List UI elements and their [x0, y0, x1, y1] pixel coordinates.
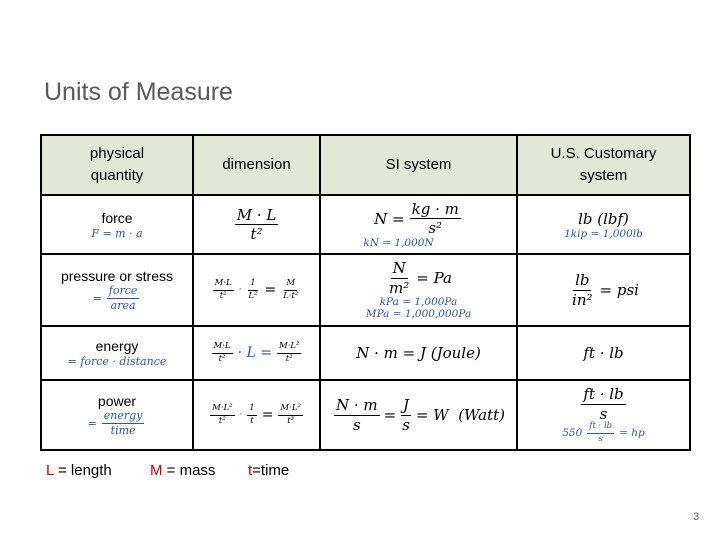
si-cell: $\frac{N}{\text{m²}}$ = Pa kPa = 1,000Pa MPa = 1,000,000Pa	[321, 255, 516, 325]
legend-mass: M = mass	[150, 462, 216, 479]
si-cell: $\frac{N \cdot m}{s}$ = $\frac{J}{s}$ = W (Watt)	[321, 381, 516, 449]
us-cell: lb (lbf) 1kip = 1,000lb	[518, 196, 689, 253]
units-table	[40, 134, 691, 451]
table-row	[42, 327, 689, 379]
legend-time: t=time	[248, 462, 290, 479]
header-physical-quantity: physical quantity	[42, 136, 192, 194]
dimension-cell: $\frac{M\cdot L}{\text{t²}}$ · $\frac{1}{\text{L²}}$ = $\frac{M}{\text{L·t²}}$	[194, 255, 319, 325]
us-cell: ft · lb	[518, 327, 689, 379]
quantity-cell: force F = m · a	[42, 196, 192, 253]
legend-length: L = length	[46, 462, 112, 479]
us-cell: $\frac{lb}{\text{in²}}$ = psi	[518, 255, 689, 325]
us-cell: $\frac{ft \cdot lb}{s}$ 550 $\frac{ft \cdot lb}{s}$ = hp	[518, 381, 689, 449]
table-row	[42, 255, 689, 325]
dimension-cell: $\frac{M\cdot L}{\text{t²}}$ · L = $\frac{\text{M·L²}}{\text{t²}}$	[194, 327, 319, 379]
header-dimension: dimension	[194, 136, 319, 194]
header-us-customary: U.S. Customary system	[518, 136, 689, 194]
quantity-cell: energy = force · distance	[42, 327, 192, 379]
dimension-cell: $\frac{\text{M·L²}}{\text{t²}}$ · $\frac{1}{t}$ = $\frac{\text{M·L²}}{\text{t³}}$	[194, 381, 319, 449]
header-si-system: SI system	[321, 136, 516, 194]
slide-title: Units of Measure	[44, 78, 233, 106]
table-row	[42, 196, 689, 253]
table-row	[42, 381, 689, 449]
table-header-row	[42, 136, 689, 194]
si-cell: N = $\frac{kg \cdot m}{\text{s²}}$ kN = 1,000N	[321, 196, 516, 253]
quantity-cell: pressure or stress = $\frac{\text{force}}{\text{area}}$	[42, 255, 192, 325]
page-number: 3	[693, 511, 700, 523]
quantity-cell: power = $\frac{\text{energy}}{\text{time}}$	[42, 381, 192, 449]
si-cell: N · m = J (Joule)	[321, 327, 516, 379]
dimension-cell: $\frac{M \cdot L}{\text{t²}}$	[194, 196, 319, 253]
